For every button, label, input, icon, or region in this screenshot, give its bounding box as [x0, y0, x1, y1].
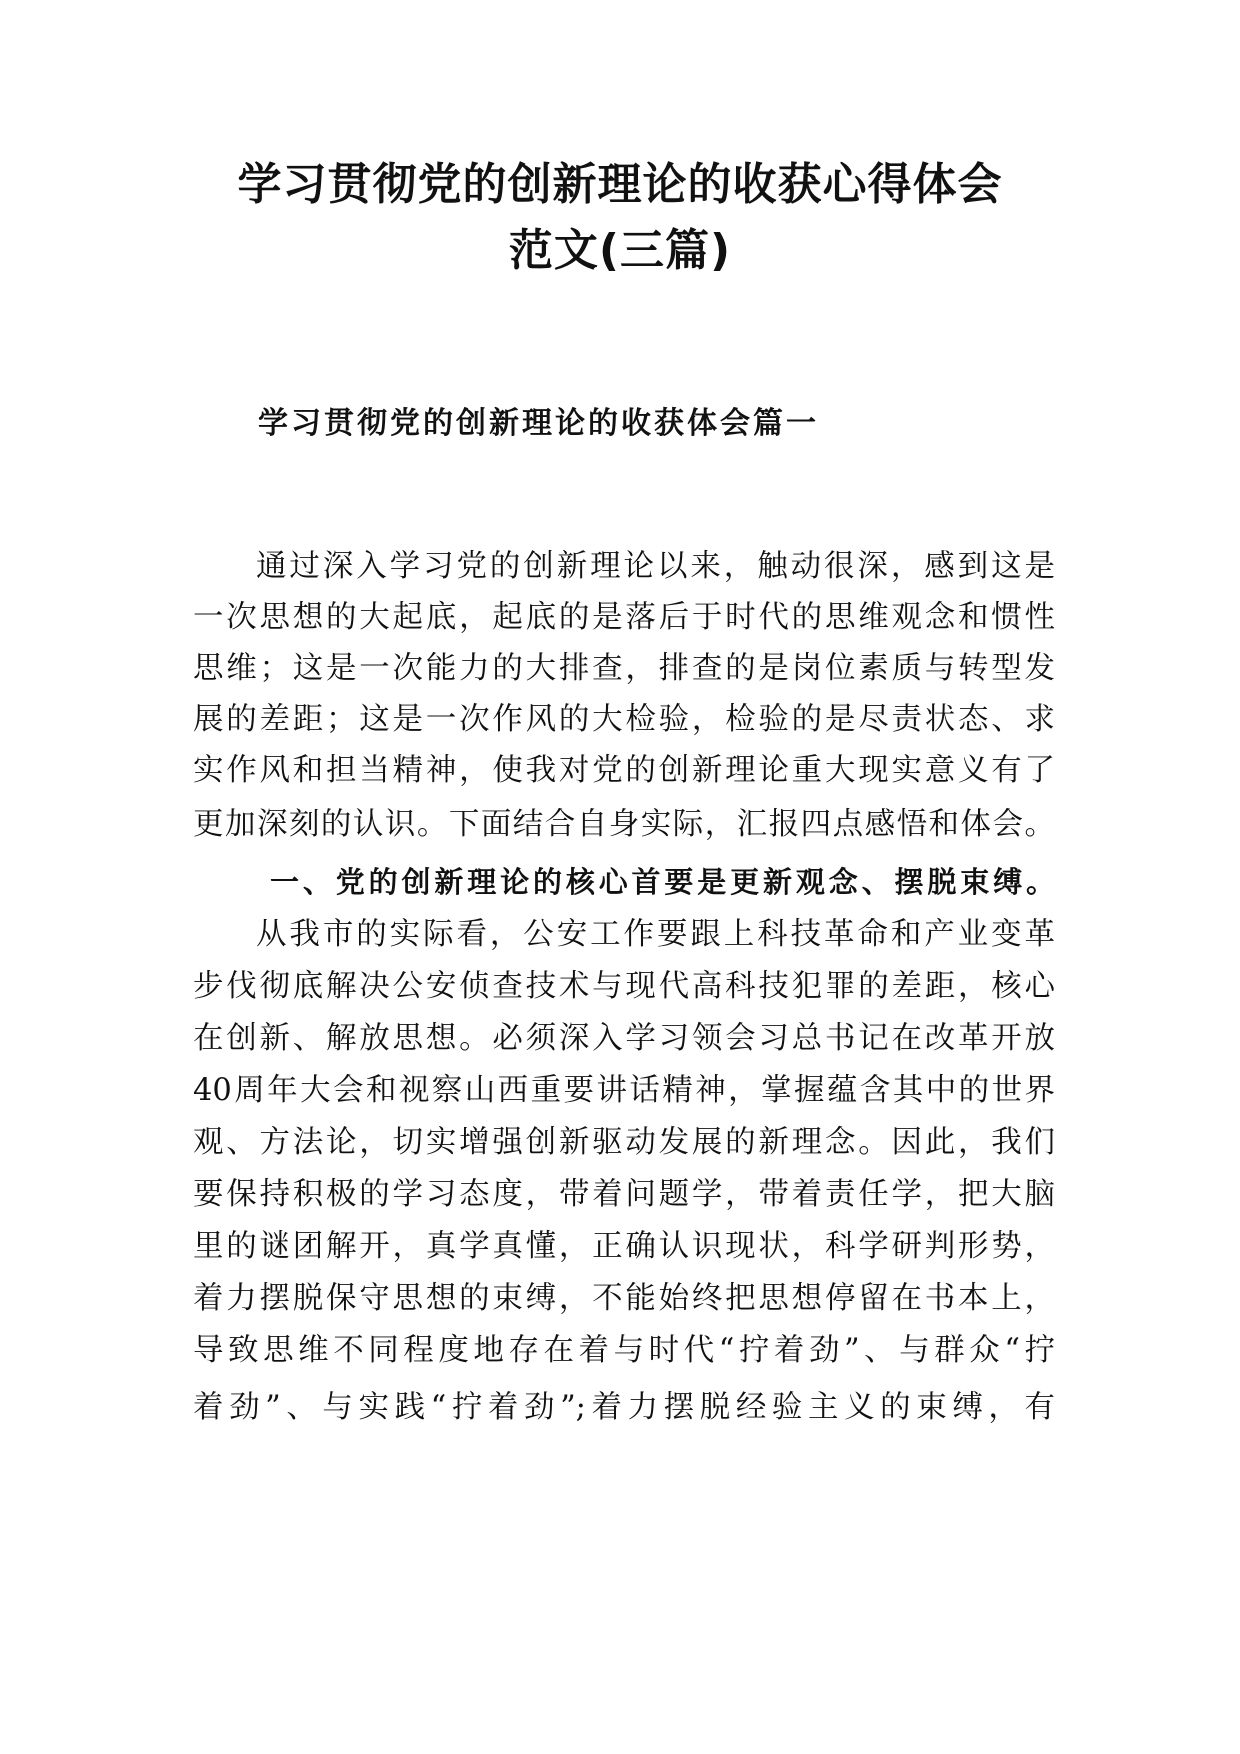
- paragraph1-line-6: 更加深刻的认识。下面结合自身实际，汇报四点感悟和体会。: [193, 807, 1055, 842]
- paragraph2-line-8: 着力摆脱保守思想的束缚，不能始终把思想停留在书本上，: [193, 1281, 1055, 1316]
- paragraph1-line-4: 展的差距；这是一次作风的大检验，检验的是尽责状态、求: [193, 702, 1055, 737]
- document-title-line-2: 范文(三篇): [508, 225, 732, 276]
- paragraph2-line-7: 里的谜团解开，真学真懂，正确认识现状，科学研判形势，: [193, 1229, 1055, 1264]
- paragraph2-line-6: 要保持积极的学习态度，带着问题学，带着责任学，把大脑: [193, 1177, 1055, 1212]
- section-title: 学习贯彻党的创新理论的收获体会篇一: [258, 406, 819, 441]
- paragraph1-line-1: 通过深入学习党的创新理论以来，触动很深，感到这是: [256, 549, 1055, 584]
- paragraph2-line-3: 在创新、解放思想。必须深入学习领会习总书记在改革开放: [193, 1021, 1055, 1056]
- document-title-line-1: 学习贯彻党的创新理论的收获心得体会: [237, 159, 1003, 210]
- paragraph1-line-3: 思维；这是一次能力的大排查，排查的是岗位素质与转型发: [193, 651, 1055, 686]
- heading-1: 一、党的创新理论的核心首要是更新观念、摆脱束缚。: [270, 865, 1055, 899]
- paragraph2-line-1: 从我市的实际看，公安工作要跟上科技革命和产业变革: [256, 917, 1055, 952]
- paragraph1-line-5: 实作风和担当精神，使我对党的创新理论重大现实意义有了: [193, 753, 1055, 788]
- paragraph2-line-5: 观、方法论，切实增强创新驱动发展的新理念。因此，我们: [193, 1125, 1055, 1160]
- paragraph2-line-10: 着劲”、与实践“拧着劲”;着力摆脱经验主义的束缚，有: [193, 1390, 1055, 1425]
- paragraph2-line-9: 导致思维不同程度地存在着与时代“拧着劲”、与群众“拧: [193, 1333, 1055, 1368]
- paragraph1-line-2: 一次思想的大起底，起底的是落后于时代的思维观念和惯性: [193, 600, 1055, 635]
- paragraph2-line-2: 步伐彻底解决公安侦查技术与现代高科技犯罪的差距，核心: [193, 969, 1055, 1004]
- paragraph2-line-4: 40周年大会和视察山西重要讲话精神，掌握蕴含其中的世界: [193, 1073, 1055, 1108]
